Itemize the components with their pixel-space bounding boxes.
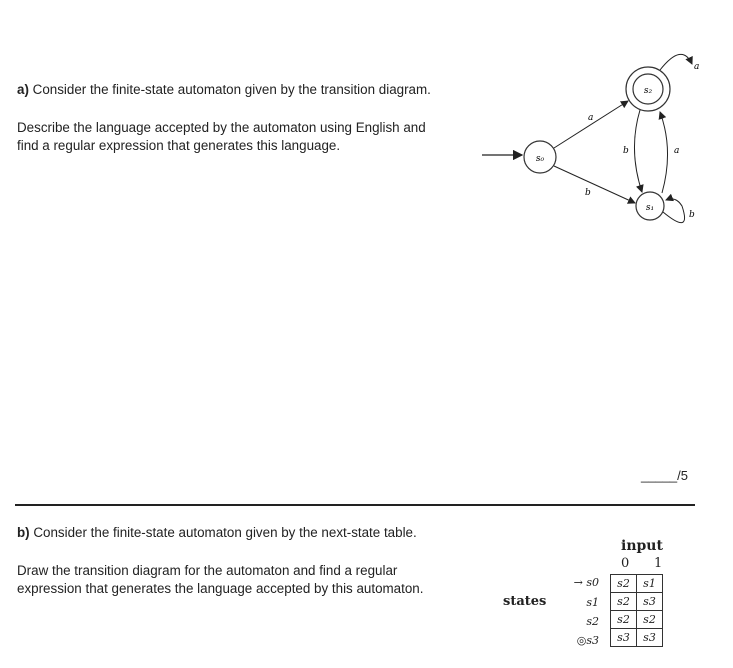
edge-s2-s1 <box>634 110 642 192</box>
part-a-heading-text: Consider the finite-state automaton given by the transition diagram. <box>28 82 431 97</box>
start-marker: → <box>573 576 583 589</box>
table-cell: s3 <box>611 629 637 647</box>
table-cell: s2 <box>611 575 637 593</box>
part-b-heading-text: Consider the finite-state automaton given by the next-state table. <box>29 525 417 540</box>
edge-label-b3: b <box>689 210 695 220</box>
state-s2-label: s₂ <box>643 86 653 96</box>
accept-marker: ◎ <box>576 634 587 647</box>
row-state: s3 <box>586 634 599 647</box>
col-1-header: 1 <box>654 556 663 571</box>
part-a-line1: Describe the language accepted by the automaton using English and <box>17 120 426 135</box>
edge-label-b2: b <box>623 146 629 156</box>
part-b-line2: expression that generates the language accepted by this automaton. <box>17 581 424 596</box>
input-header: input <box>621 538 663 554</box>
row-state: s1 <box>586 596 599 609</box>
state-s0-label: s₀ <box>535 154 545 164</box>
col-0-header: 0 <box>621 556 630 571</box>
loop-s2 <box>660 54 692 70</box>
edge-label-a3: a <box>694 62 700 72</box>
table-row <box>611 629 663 647</box>
state-s1-label: s₁ <box>645 203 655 213</box>
row-label-s0 <box>563 576 599 589</box>
table-row <box>611 593 663 611</box>
table-cell: s1 <box>637 575 663 593</box>
row-label-s1 <box>563 596 599 609</box>
edge-s0-s1 <box>554 166 635 203</box>
edge-s0-s2 <box>554 101 628 148</box>
transition-diagram <box>470 40 710 250</box>
edge-label-a1: a <box>588 113 594 123</box>
table-row <box>611 611 663 629</box>
part-b-line1: Draw the transition diagram for the automaton and find a regular <box>17 563 398 578</box>
table-cell: s2 <box>637 611 663 629</box>
part-b-label: b) <box>17 525 30 540</box>
table-row <box>611 575 663 593</box>
states-label: states <box>503 594 547 609</box>
loop-s1 <box>663 199 685 223</box>
part-a-score: _____/5 <box>641 468 688 483</box>
row-label-s2 <box>563 615 599 628</box>
edge-label-a2: a <box>674 146 680 156</box>
next-state-table <box>610 574 663 647</box>
table-cell: s3 <box>637 593 663 611</box>
part-a-line2: find a regular expression that generates this language. <box>17 138 341 153</box>
table-cell: s2 <box>611 593 637 611</box>
part-b-heading <box>17 524 417 542</box>
part-a-heading <box>17 81 431 99</box>
table-cell: s2 <box>611 611 637 629</box>
edge-label-b1: b <box>585 188 591 198</box>
row-label-s3 <box>563 634 599 647</box>
row-state: s2 <box>586 615 599 628</box>
part-a-label: a) <box>17 82 29 97</box>
edge-s1-s2 <box>660 112 668 193</box>
row-state: s0 <box>586 576 599 589</box>
section-divider <box>15 504 695 506</box>
table-cell: s3 <box>637 629 663 647</box>
